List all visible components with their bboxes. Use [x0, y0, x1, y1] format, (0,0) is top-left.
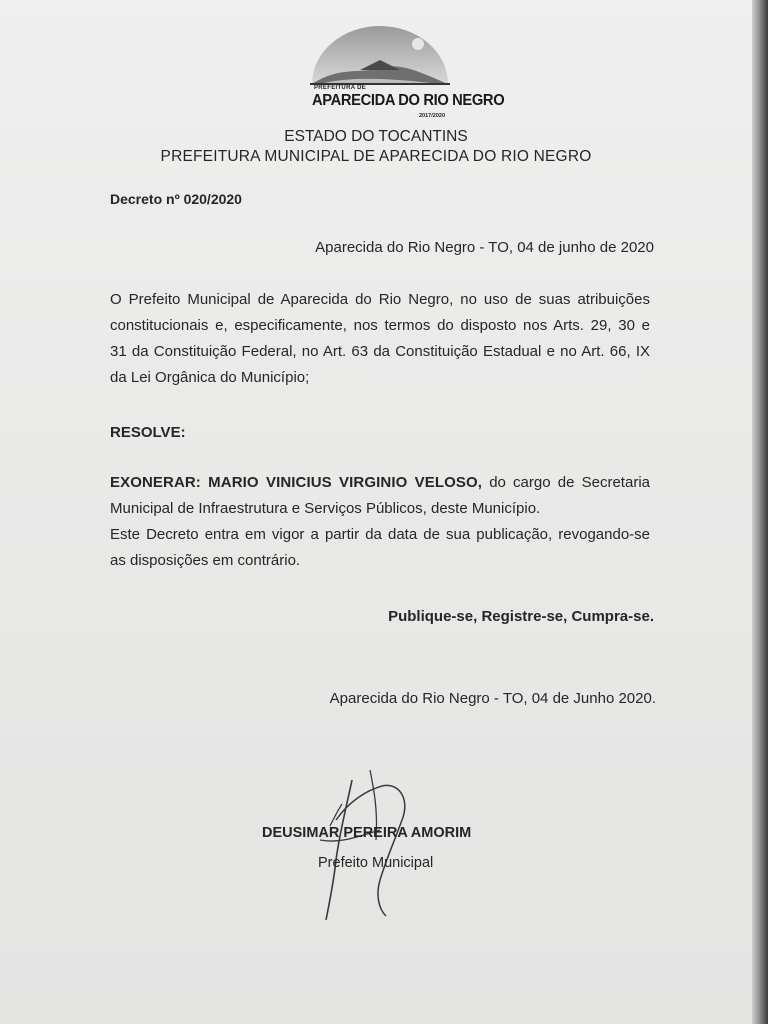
- body-paragraph: [110, 470, 650, 574]
- body-line: Municipal de Infraestrutura e Serviços Públicos, deste Município.: [110, 500, 541, 517]
- handwritten-signature: [290, 760, 440, 930]
- page-edge-shadow: [752, 0, 768, 1024]
- resolve-heading: RESOLVE:: [110, 424, 186, 441]
- body-line: as disposições em contrário.: [110, 552, 301, 569]
- state-heading: ESTADO DO TOCANTINS: [284, 128, 468, 145]
- preamble-line: da Lei Orgânica do Município;: [110, 369, 310, 386]
- logo-top-text: PREFEITURA DE: [314, 85, 367, 91]
- preamble-paragraph: [110, 287, 650, 391]
- decree-date: Aparecida do Rio Negro - TO, 04 de junho de 2020: [315, 239, 654, 256]
- signatory-name: DEUSIMAR PEREIRA AMORIM: [262, 825, 472, 841]
- body-line: [110, 470, 650, 496]
- prefecture-heading: PREFEITURA MUNICIPAL DE APARECIDA DO RIO NEGRO: [160, 148, 592, 165]
- preamble-line: O Prefeito Municipal de Aparecida do Rio Negro, no uso de suas atribuições: [110, 291, 650, 308]
- action-rest: do cargo de Secretaria: [482, 474, 650, 491]
- body-line: Este Decreto entra em vigor a partir da data de sua publicação, revogando-se: [110, 526, 650, 543]
- municipality-logo: [300, 22, 505, 128]
- logo-years: 2017/2020: [419, 113, 445, 119]
- publique-line: Publique-se, Registre-se, Cumpra-se.: [388, 608, 654, 625]
- signatory-role: Prefeito Municipal: [318, 855, 434, 871]
- preamble-line: 31 da Constituição Federal, no Art. 63 da Constituição Estadual e no Art. 66, IX: [110, 343, 650, 360]
- decree-number: Decreto nº 020/2020: [110, 191, 242, 207]
- action-label: EXONERAR: MARIO VINICIUS VIRGINIO VELOSO,: [110, 474, 483, 491]
- logo-name: APARECIDA DO RIO NEGRO: [312, 92, 505, 109]
- closing-date: Aparecida do Rio Negro - TO, 04 de Junho 2020.: [329, 690, 656, 707]
- preamble-line: constitucionais e, especificamente, nos termos do disposto nos Arts. 29, 30 e: [110, 317, 650, 334]
